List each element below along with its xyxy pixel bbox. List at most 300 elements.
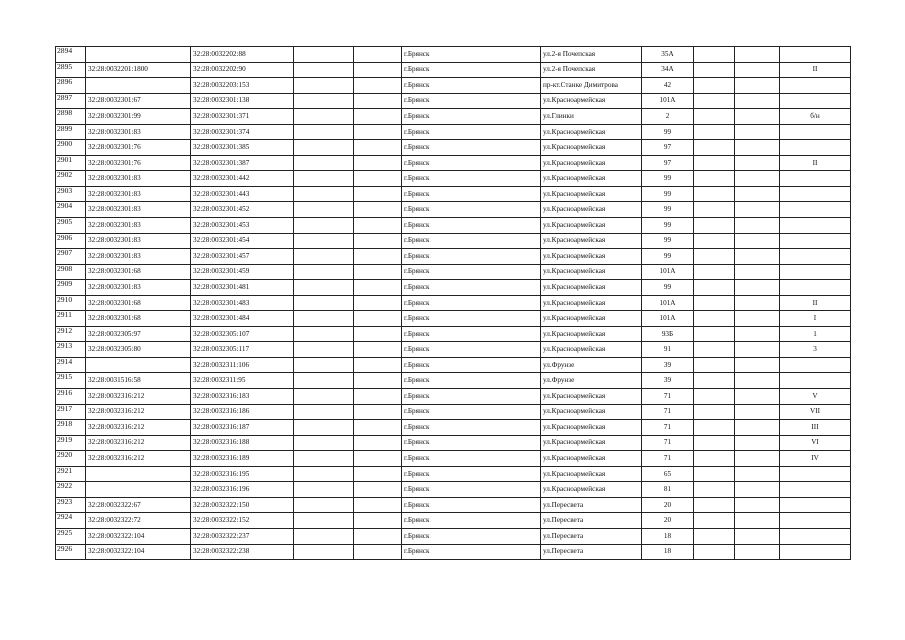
premises-number-cell [780, 280, 851, 296]
object-cadastral-cell: 32:28:0032301:452 [191, 202, 294, 218]
city-cell: г.Брянск [402, 218, 541, 234]
parcel-cadastral-cell: 32:28:0032316:212 [86, 389, 191, 405]
empty-cell [294, 451, 354, 467]
empty-cell [354, 435, 402, 451]
table-row [56, 342, 851, 358]
street-cell: ул.Красноармейская [541, 326, 642, 342]
empty-cell [694, 186, 735, 202]
street-cell: пр-кт.Станке Димитрова [541, 78, 642, 94]
object-cadastral-cell: 32:28:0032316:183 [191, 389, 294, 405]
object-cadastral-cell: 32:28:0032311:106 [191, 357, 294, 373]
row-number-cell: 2912 [56, 326, 86, 342]
object-cadastral-cell: 32:28:0032301:484 [191, 311, 294, 327]
city-cell: г.Брянск [402, 342, 541, 358]
empty-cell [294, 62, 354, 78]
parcel-cadastral-cell: 32:28:0032316:212 [86, 435, 191, 451]
empty-cell [294, 218, 354, 234]
premises-number-cell [780, 93, 851, 109]
empty-cell [354, 186, 402, 202]
object-cadastral-cell: 32:28:0032202:90 [191, 62, 294, 78]
house-number-cell: 65 [642, 466, 694, 482]
empty-cell [354, 326, 402, 342]
street-cell: ул.Фрунзе [541, 357, 642, 373]
city-cell: г.Брянск [402, 482, 541, 498]
table-row [56, 497, 851, 513]
row-number-cell: 2899 [56, 124, 86, 140]
premises-number-cell: II [780, 155, 851, 171]
row-number-cell: 2917 [56, 404, 86, 420]
street-cell: ул.Фрунзе [541, 373, 642, 389]
house-number-cell: 39 [642, 357, 694, 373]
empty-cell [354, 420, 402, 436]
empty-cell [735, 420, 780, 436]
empty-cell [354, 62, 402, 78]
empty-cell [294, 311, 354, 327]
parcel-cadastral-cell: 32:28:0032301:83 [86, 280, 191, 296]
empty-cell [694, 218, 735, 234]
premises-number-cell [780, 218, 851, 234]
house-number-cell: 18 [642, 528, 694, 544]
object-cadastral-cell: 32:28:0032316:189 [191, 451, 294, 467]
house-number-cell: 99 [642, 124, 694, 140]
row-number-cell: 2920 [56, 451, 86, 467]
empty-cell [735, 124, 780, 140]
parcel-cadastral-cell: 32:28:0032301:83 [86, 124, 191, 140]
empty-cell [735, 466, 780, 482]
city-cell: г.Брянск [402, 528, 541, 544]
object-cadastral-cell: 32:28:0032301:371 [191, 109, 294, 125]
city-cell: г.Брянск [402, 186, 541, 202]
empty-cell [354, 451, 402, 467]
empty-cell [694, 47, 735, 63]
empty-cell [735, 233, 780, 249]
object-cadastral-cell: 32:28:0032301:442 [191, 171, 294, 187]
empty-cell [694, 466, 735, 482]
empty-cell [354, 109, 402, 125]
empty-cell [735, 155, 780, 171]
house-number-cell: 71 [642, 420, 694, 436]
premises-number-cell [780, 47, 851, 63]
parcel-cadastral-cell: 32:28:0032316:212 [86, 451, 191, 467]
empty-cell [694, 280, 735, 296]
object-cadastral-cell: 32:28:0032305:107 [191, 326, 294, 342]
table-row [56, 544, 851, 560]
row-number-cell: 2913 [56, 342, 86, 358]
parcel-cadastral-cell: 32:28:0032301:67 [86, 93, 191, 109]
premises-number-cell [780, 202, 851, 218]
empty-cell [354, 140, 402, 156]
street-cell: ул.Красноармейская [541, 295, 642, 311]
parcel-cadastral-cell: 32:28:0032301:68 [86, 295, 191, 311]
row-number-cell: 2919 [56, 435, 86, 451]
premises-number-cell: б/н [780, 109, 851, 125]
empty-cell [694, 62, 735, 78]
object-cadastral-cell: 32:28:0032316:188 [191, 435, 294, 451]
row-number-cell: 2918 [56, 420, 86, 436]
empty-cell [294, 171, 354, 187]
empty-cell [694, 373, 735, 389]
city-cell: г.Брянск [402, 171, 541, 187]
city-cell: г.Брянск [402, 47, 541, 63]
row-number-cell: 2900 [56, 140, 86, 156]
street-cell: ул.Красноармейская [541, 171, 642, 187]
row-number-cell: 2908 [56, 264, 86, 280]
street-cell: ул.Красноармейская [541, 264, 642, 280]
empty-cell [694, 528, 735, 544]
house-number-cell: 2 [642, 109, 694, 125]
object-cadastral-cell: 32:28:0032301:454 [191, 233, 294, 249]
empty-cell [735, 264, 780, 280]
row-number-cell: 2905 [56, 218, 86, 234]
empty-cell [735, 218, 780, 234]
empty-cell [694, 497, 735, 513]
row-number-cell: 2901 [56, 155, 86, 171]
row-number-cell: 2922 [56, 482, 86, 498]
house-number-cell: 71 [642, 435, 694, 451]
parcel-cadastral-cell: 32:28:0032301:83 [86, 233, 191, 249]
empty-cell [294, 93, 354, 109]
street-cell: ул.2-я Почепская [541, 47, 642, 63]
parcel-cadastral-cell [86, 357, 191, 373]
house-number-cell: 39 [642, 373, 694, 389]
empty-cell [354, 155, 402, 171]
premises-number-cell [780, 140, 851, 156]
parcel-cadastral-cell: 32:28:0032201:1800 [86, 62, 191, 78]
premises-number-cell: 1 [780, 326, 851, 342]
empty-cell [354, 93, 402, 109]
empty-cell [694, 295, 735, 311]
premises-number-cell: IV [780, 451, 851, 467]
table-row [56, 420, 851, 436]
street-cell: ул.Красноармейская [541, 482, 642, 498]
empty-cell [294, 280, 354, 296]
row-number-cell: 2907 [56, 249, 86, 265]
parcel-cadastral-cell: 32:28:0032305:97 [86, 326, 191, 342]
premises-number-cell [780, 513, 851, 529]
city-cell: г.Брянск [402, 264, 541, 280]
object-cadastral-cell: 32:28:0032202:88 [191, 47, 294, 63]
city-cell: г.Брянск [402, 326, 541, 342]
empty-cell [735, 295, 780, 311]
empty-cell [294, 264, 354, 280]
row-number-cell: 2894 [56, 47, 86, 63]
table-row [56, 78, 851, 94]
empty-cell [735, 513, 780, 529]
street-cell: ул.Красноармейская [541, 420, 642, 436]
empty-cell [694, 326, 735, 342]
table-row [56, 249, 851, 265]
empty-cell [354, 497, 402, 513]
table-row [56, 264, 851, 280]
empty-cell [694, 202, 735, 218]
parcel-cadastral-cell: 32:28:0032301:68 [86, 311, 191, 327]
object-cadastral-cell: 32:28:0032322:152 [191, 513, 294, 529]
premises-number-cell [780, 186, 851, 202]
table-row [56, 202, 851, 218]
street-cell: ул.Красноармейская [541, 233, 642, 249]
object-cadastral-cell: 32:28:0032305:117 [191, 342, 294, 358]
empty-cell [354, 124, 402, 140]
house-number-cell: 99 [642, 186, 694, 202]
house-number-cell: 99 [642, 202, 694, 218]
parcel-cadastral-cell: 32:28:0032305:80 [86, 342, 191, 358]
empty-cell [294, 155, 354, 171]
table-row [56, 93, 851, 109]
city-cell: г.Брянск [402, 233, 541, 249]
empty-cell [354, 466, 402, 482]
premises-number-cell [780, 482, 851, 498]
empty-cell [354, 389, 402, 405]
object-cadastral-cell: 32:28:0032301:443 [191, 186, 294, 202]
table-row [56, 404, 851, 420]
row-number-cell: 2895 [56, 62, 86, 78]
parcel-cadastral-cell: 32:28:0032322:67 [86, 497, 191, 513]
premises-number-cell [780, 497, 851, 513]
table-row [56, 311, 851, 327]
empty-cell [694, 311, 735, 327]
empty-cell [294, 47, 354, 63]
premises-number-cell: II [780, 62, 851, 78]
empty-cell [354, 280, 402, 296]
street-cell: ул.Красноармейская [541, 311, 642, 327]
empty-cell [735, 451, 780, 467]
house-number-cell: 99 [642, 280, 694, 296]
table-row [56, 326, 851, 342]
empty-cell [354, 202, 402, 218]
table-row [56, 513, 851, 529]
row-number-cell: 2909 [56, 280, 86, 296]
parcel-cadastral-cell [86, 466, 191, 482]
table-row [56, 357, 851, 373]
table-row [56, 435, 851, 451]
empty-cell [294, 186, 354, 202]
table-row [56, 171, 851, 187]
premises-number-cell [780, 544, 851, 560]
city-cell: г.Брянск [402, 311, 541, 327]
object-cadastral-cell: 32:28:0032301:483 [191, 295, 294, 311]
house-number-cell: 34А [642, 62, 694, 78]
city-cell: г.Брянск [402, 249, 541, 265]
table-row [56, 62, 851, 78]
table-row [56, 218, 851, 234]
city-cell: г.Брянск [402, 202, 541, 218]
parcel-cadastral-cell [86, 47, 191, 63]
house-number-cell: 18 [642, 544, 694, 560]
row-number-cell: 2903 [56, 186, 86, 202]
empty-cell [735, 202, 780, 218]
street-cell: ул.Красноармейская [541, 93, 642, 109]
empty-cell [735, 342, 780, 358]
empty-cell [294, 420, 354, 436]
object-cadastral-cell: 32:28:0032301:481 [191, 280, 294, 296]
parcel-cadastral-cell: 32:28:0032322:104 [86, 544, 191, 560]
street-cell: ул.Красноармейская [541, 342, 642, 358]
premises-number-cell [780, 373, 851, 389]
row-number-cell: 2916 [56, 389, 86, 405]
street-cell: ул.Пересвета [541, 544, 642, 560]
empty-cell [694, 78, 735, 94]
house-number-cell: 91 [642, 342, 694, 358]
premises-number-cell [780, 357, 851, 373]
table-row [56, 280, 851, 296]
table-row [56, 233, 851, 249]
street-cell: ул.Красноармейская [541, 155, 642, 171]
empty-cell [735, 78, 780, 94]
street-cell: ул.Красноармейская [541, 202, 642, 218]
house-number-cell: 71 [642, 389, 694, 405]
empty-cell [694, 155, 735, 171]
city-cell: г.Брянск [402, 357, 541, 373]
city-cell: г.Брянск [402, 124, 541, 140]
empty-cell [354, 78, 402, 94]
empty-cell [694, 140, 735, 156]
house-number-cell: 42 [642, 78, 694, 94]
parcel-cadastral-cell: 32:28:0032316:212 [86, 404, 191, 420]
table-row [56, 528, 851, 544]
city-cell: г.Брянск [402, 295, 541, 311]
table-body [56, 47, 851, 560]
parcel-cadastral-cell: 32:28:0032301:83 [86, 186, 191, 202]
city-cell: г.Брянск [402, 404, 541, 420]
street-cell: ул.Красноармейская [541, 249, 642, 265]
premises-number-cell: I [780, 311, 851, 327]
parcel-cadastral-cell: 32:28:0031516:58 [86, 373, 191, 389]
street-cell: ул.Красноармейская [541, 280, 642, 296]
row-number-cell: 2897 [56, 93, 86, 109]
object-cadastral-cell: 32:28:0032301:138 [191, 93, 294, 109]
empty-cell [694, 171, 735, 187]
empty-cell [694, 109, 735, 125]
empty-cell [735, 62, 780, 78]
street-cell: ул.Красноармейская [541, 435, 642, 451]
empty-cell [735, 544, 780, 560]
table-row [56, 482, 851, 498]
empty-cell [354, 357, 402, 373]
premises-number-cell [780, 528, 851, 544]
street-cell: ул.Красноармейская [541, 466, 642, 482]
empty-cell [294, 140, 354, 156]
empty-cell [694, 544, 735, 560]
empty-cell [354, 249, 402, 265]
house-number-cell: 99 [642, 171, 694, 187]
premises-number-cell: VI [780, 435, 851, 451]
city-cell: г.Брянск [402, 420, 541, 436]
empty-cell [354, 528, 402, 544]
street-cell: ул.Пересвета [541, 497, 642, 513]
premises-number-cell [780, 171, 851, 187]
empty-cell [735, 389, 780, 405]
empty-cell [354, 544, 402, 560]
empty-cell [294, 497, 354, 513]
house-number-cell: 99 [642, 249, 694, 265]
premises-number-cell: III [780, 420, 851, 436]
table-row [56, 451, 851, 467]
empty-cell [294, 373, 354, 389]
parcel-cadastral-cell: 32:28:0032301:68 [86, 264, 191, 280]
street-cell: ул.Пересвета [541, 513, 642, 529]
object-cadastral-cell: 32:28:0032311:95 [191, 373, 294, 389]
empty-cell [294, 124, 354, 140]
row-number-cell: 2906 [56, 233, 86, 249]
city-cell: г.Брянск [402, 280, 541, 296]
table-row [56, 47, 851, 63]
row-number-cell: 2924 [56, 513, 86, 529]
empty-cell [694, 249, 735, 265]
premises-number-cell [780, 124, 851, 140]
house-number-cell: 99 [642, 233, 694, 249]
property-register-table [55, 46, 851, 560]
empty-cell [735, 482, 780, 498]
empty-cell [735, 280, 780, 296]
empty-cell [354, 233, 402, 249]
premises-number-cell [780, 466, 851, 482]
house-number-cell: 71 [642, 451, 694, 467]
premises-number-cell [780, 249, 851, 265]
city-cell: г.Брянск [402, 155, 541, 171]
object-cadastral-cell: 32:28:0032301:385 [191, 140, 294, 156]
house-number-cell: 99 [642, 218, 694, 234]
house-number-cell: 101А [642, 295, 694, 311]
house-number-cell: 101А [642, 264, 694, 280]
house-number-cell: 101А [642, 311, 694, 327]
empty-cell [735, 249, 780, 265]
table-row [56, 389, 851, 405]
house-number-cell: 97 [642, 155, 694, 171]
street-cell: ул.Пересвета [541, 528, 642, 544]
table-row [56, 373, 851, 389]
object-cadastral-cell: 32:28:0032316:186 [191, 404, 294, 420]
city-cell: г.Брянск [402, 109, 541, 125]
street-cell: ул.Красноармейская [541, 124, 642, 140]
empty-cell [694, 389, 735, 405]
empty-cell [294, 249, 354, 265]
house-number-cell: 101А [642, 93, 694, 109]
empty-cell [294, 326, 354, 342]
empty-cell [694, 513, 735, 529]
city-cell: г.Брянск [402, 513, 541, 529]
object-cadastral-cell: 32:28:0032301:374 [191, 124, 294, 140]
parcel-cadastral-cell [86, 482, 191, 498]
empty-cell [735, 357, 780, 373]
empty-cell [735, 171, 780, 187]
house-number-cell: 20 [642, 497, 694, 513]
empty-cell [694, 342, 735, 358]
empty-cell [735, 47, 780, 63]
city-cell: г.Брянск [402, 389, 541, 405]
empty-cell [294, 389, 354, 405]
row-number-cell: 2926 [56, 544, 86, 560]
table-row [56, 109, 851, 125]
street-cell: ул.Глинки [541, 109, 642, 125]
parcel-cadastral-cell: 32:28:0032301:76 [86, 140, 191, 156]
city-cell: г.Брянск [402, 497, 541, 513]
empty-cell [294, 528, 354, 544]
premises-number-cell: 3 [780, 342, 851, 358]
object-cadastral-cell: 32:28:0032301:387 [191, 155, 294, 171]
empty-cell [694, 404, 735, 420]
parcel-cadastral-cell [86, 78, 191, 94]
object-cadastral-cell: 32:28:0032316:196 [191, 482, 294, 498]
object-cadastral-cell: 32:28:0032322:150 [191, 497, 294, 513]
row-number-cell: 2910 [56, 295, 86, 311]
table-row [56, 155, 851, 171]
empty-cell [354, 513, 402, 529]
street-cell: ул.Красноармейская [541, 218, 642, 234]
street-cell: ул.Красноармейская [541, 186, 642, 202]
empty-cell [694, 435, 735, 451]
empty-cell [735, 109, 780, 125]
row-number-cell: 2923 [56, 497, 86, 513]
